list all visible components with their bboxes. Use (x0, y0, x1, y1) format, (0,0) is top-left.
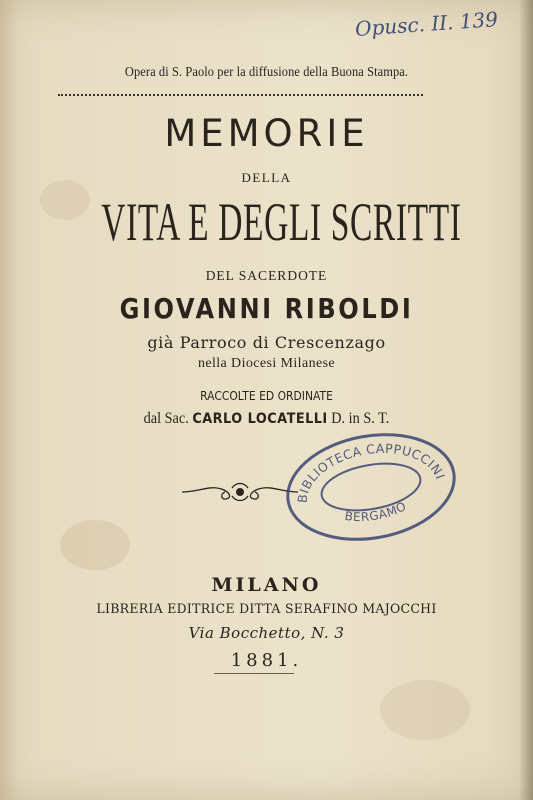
imprint-year: 1881. (230, 650, 303, 671)
author-diocese: nella Diocesi Milanese (197, 356, 336, 371)
author-prefix: DEL SACERDOTE (205, 268, 328, 283)
imprint-city: MILANO (211, 574, 322, 596)
series-line: Opera di S. Paolo per la diffusione della Buona Stampa. (124, 64, 409, 79)
foxing-spot (60, 520, 130, 570)
foxing-spot (40, 180, 90, 220)
title-memorie: MEMORIE (164, 112, 369, 155)
collected-by: RACCOLTE ED ORDINATE (200, 388, 333, 403)
title-connector: DELLA (241, 170, 292, 185)
library-stamp-icon (275, 418, 467, 557)
stamp-bottom-text: BERGAMO (343, 498, 409, 525)
editor-suffix: D. in S. T. (331, 410, 390, 427)
page-edge-shadow (519, 0, 533, 800)
editor-name: CARLO LOCATELLI (192, 411, 328, 427)
imprint-publisher: LIBRERIA EDITRICE DITTA SERAFINO MAJOCCHI (96, 602, 437, 617)
handwritten-shelfmark: Opusc. II. 139 (354, 7, 499, 41)
year-rule (214, 673, 294, 674)
editor-prefix: dal Sac. (143, 410, 189, 427)
author-name: GIOVANNI RIBOLDI (119, 292, 414, 325)
author-role: già Parroco di Crescenzago (147, 333, 386, 352)
dotted-rule (58, 94, 423, 96)
foxing-spot (380, 680, 470, 740)
stamp-top-text: BIBLIOTECA CAPPUCCINI (294, 440, 449, 504)
title-main: VITA E DEGLI SCRITTI (101, 192, 462, 252)
imprint-address: Via Bocchetto, N. 3 (188, 624, 345, 642)
